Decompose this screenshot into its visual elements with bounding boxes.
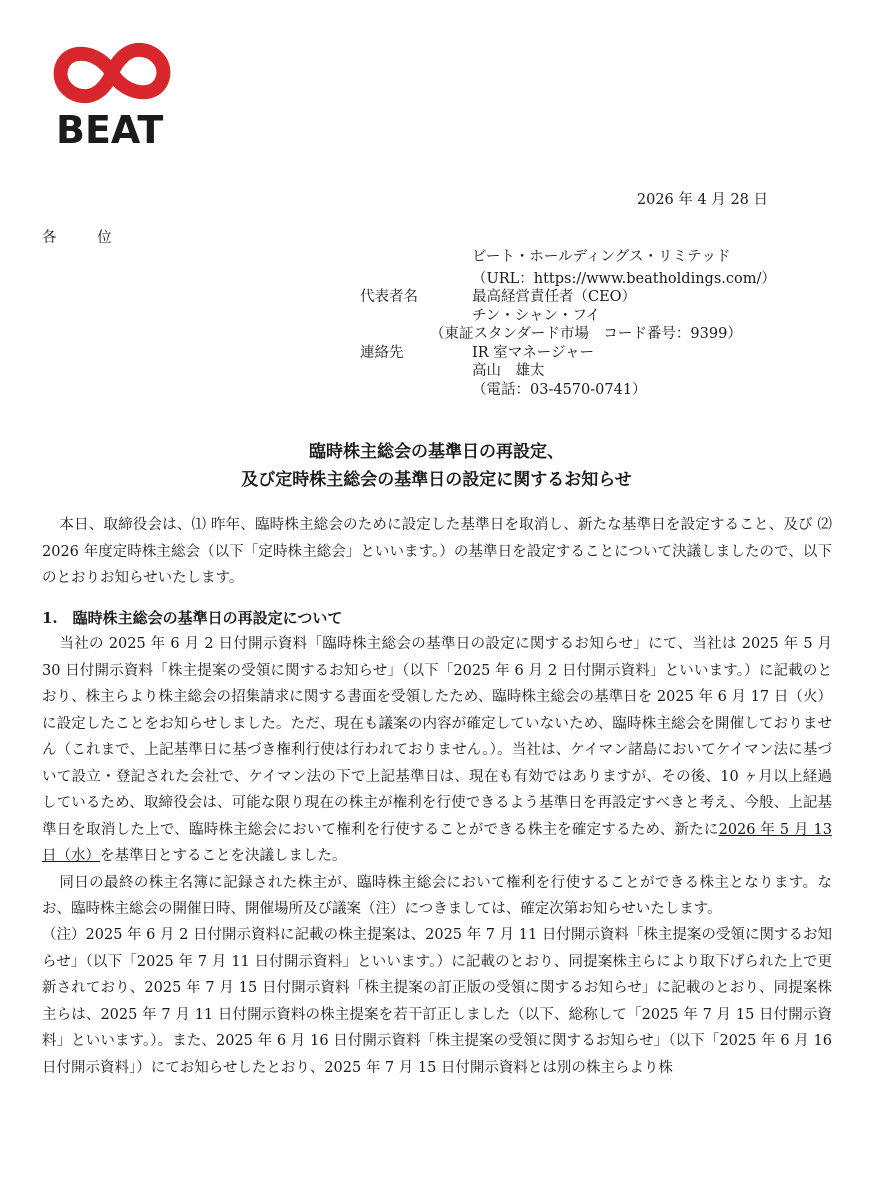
addressee: 各 位 xyxy=(42,230,130,246)
para1-text-after: を基準日とすることを決議しました。 xyxy=(100,848,347,864)
section-1-paragraph-2: 同日の最終の株主名簿に記録された株主が、臨時株主総会において権利を行使することができる株主となります。なお、臨時株主総会の開催日時、開催場所及び議案（注）につきましては、確定次第お知らせいたします。 xyxy=(42,874,832,917)
note-paragraph: （注）2025 年 6 月 2 日付開示資料に記載の株主提案は、2025 年 7 月 11 日付開示資料「株主提案の受領に関するお知らせ」（以下「2025 年 7 月 11 日付開示資料」といいます。）に記載のとおり、同提案株主らにより取下げられた上で更新されており、2025 年 7 月 15 日付開示資料「株主提案の訂正版の受領に関するお知らせ」に記載のとおり、同提案株主らは、2025 年 7 月 11 日付開示資料の株主提案を若干訂正しました（以下、総称して「2025 年 7 月 15 日付開示資料」といいます。）。また、2025 年 6 月 16 日付開示資料「株主提案の受領に関するお知らせ」（以下「2025 年 6 月 16 日付開示資料」）にてお知らせしたとおり、2025 年 7 月 15 日付開示資料とは別の株主らより株 xyxy=(42,927,832,1076)
representative-label: 代表者名 xyxy=(360,289,418,305)
para1-text-before: 当社の 2025 年 6 月 2 日付開示資料「臨時株主総会の基準日の設定に関するお知らせ」にて、当社は 2025 年 5 月 30 日付開示資料「株主提案の受領に関するお知らせ」（以下「2025 年 6 月 2 日付開示資料」といいます。）に記載のとおり、株主らより株主総会の招集請求に関する書面を受領したため、臨時株主総会の基準日を 2025 年 6 月 17 日（火）に設定したことをお知らせしました。ただ、現在も議案の内容が確定していないため、臨時株主総会を開催しておりません（これまで、上記基準日に基づき権利行使は行われておりません。）。当社は、ケイマン諸島においてケイマン法に基づいて設立・登記された会社で、ケイマン法の下で上記基準日は、現在も有効ではありますが、その後、10 ヶ月以上経過しているため、取締役会は、可能な限り現在の株主が権利を行使できるよう基準日を再設定すべきと考え、今般、上記基準日を取消した上で、臨時株主総会において権利を行使することができる株主を確定するため、新たに xyxy=(42,636,832,838)
contact-phone: （電話：03-4570-0741） xyxy=(472,381,647,398)
section-1-paragraph-1 xyxy=(42,631,832,870)
contact-name: 高山 雄太 xyxy=(472,363,545,379)
title-line-2: 及び定時株主総会の基準日の設定に関するお知らせ xyxy=(241,470,632,490)
section-1-heading: 1. 臨時株主総会の基準日の再設定について xyxy=(42,609,343,627)
representative-row xyxy=(360,288,742,325)
infinity-logo-icon xyxy=(52,38,172,108)
section-1-body xyxy=(42,631,832,923)
document-title xyxy=(0,438,873,494)
representative-title: 最高経営責任者（CEO） xyxy=(472,289,637,305)
listing-info: （東証スタンダード市場 コード番号：9399） xyxy=(430,326,742,342)
new-record-date: 2026 年 5 月 13 日（水） xyxy=(42,821,832,864)
logo-wordmark: BEAT xyxy=(56,108,164,152)
representative-name: チン・シャン・フイ xyxy=(472,307,601,324)
contact-row xyxy=(360,344,742,400)
release-date: 2026 年 4 月 28 日 xyxy=(636,192,768,208)
company-name: ビート・ホールディングス・リミテッド xyxy=(472,249,731,265)
company-url[interactable]: （URL：https://www.beatholdings.com/） xyxy=(472,271,776,287)
intro-paragraph: 本日、取締役会は、⑴ 昨年、臨時株主総会のために設定した基準日を取消し、新たな基準日を設定すること、及び ⑵ 2026 年度定時株主総会（以下「定時株主総会」といいます。）の基準日を設定することについて決議しましたので、以下のとおりお知らせいたします。 xyxy=(42,517,832,586)
company-info xyxy=(472,246,776,290)
contact-block xyxy=(360,288,742,399)
contact-label: 連絡先 xyxy=(360,344,404,361)
contact-title: IR 室マネージャー xyxy=(472,344,595,361)
title-line-1: 臨時株主総会の基準日の再設定、 xyxy=(309,442,564,462)
